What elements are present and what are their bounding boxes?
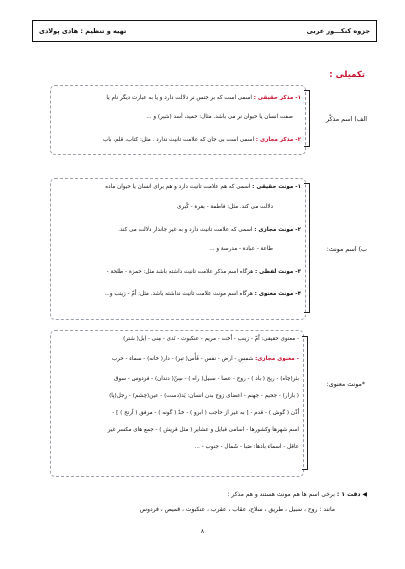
group-a-brace <box>304 90 310 147</box>
group-c-line4: ( بازار) - جحیم - جهنم - اعضای زوج بدن انسان: یَد(دست) - عین(چشم) - رِجل(پا) <box>109 393 299 399</box>
group-b-item2-text: اسمی که علامت تانیث دارد و به غیر جاندار دلالت می کند. <box>118 227 253 233</box>
group-a-item1-text: اسمی است که بر جنس نر دلالت دارد و یا به عبارت دیگر نام یا <box>106 95 252 101</box>
note-text: برخی اسم ها هم مونث هستند و هم مذکر : <box>227 491 335 498</box>
header-author: تهیه و تنظیم : هادی پولادی <box>39 27 127 35</box>
group-b-item1-head: ۱- مونث حقیقی : <box>252 184 301 190</box>
header-title: جزوه کنکـــور عربی <box>306 27 370 35</box>
group-b-item1-cont: دلالت می کند. مثل: فاطمة - بقرة - کُبری <box>177 204 273 210</box>
note-head: دقت ۱ : <box>336 491 361 498</box>
group-b-item4 <box>105 291 302 297</box>
group-b-item1-text: اسمی که هم علامت تانیث دارد و هم برای انسان یا حیوان ماده <box>105 184 251 190</box>
group-b-item3-head: ۳- مونث لفظی : <box>254 269 301 275</box>
group-b-item3 <box>107 269 301 275</box>
group-c-line2-text: شمس - ارض - نفس - فَأْس( تبر) - دار( خانه) - سماء - حرب <box>111 356 254 362</box>
page-header <box>32 20 377 42</box>
group-a-item1 <box>106 95 301 101</box>
group-c-line5: اُذُن ( گوش ) - قدم - [ به غیر از حاجب ( ابرو ) - خدّ ( گونه ) - مرفق ( آرنج ) ] - <box>112 410 299 416</box>
group-b-item2 <box>118 227 301 233</box>
group-a-item1-head: ۱- مذکر حقیقی : <box>253 95 301 101</box>
group-b-item2-cont: طاعة - عبادة - مدرسة و ... <box>209 246 273 252</box>
group-c-line6: اسم شهرها وکشورها - اسامی قبایل و عشایر ( مثل قریش ) - جمع های مکسر غیر <box>107 427 299 433</box>
group-b-item1 <box>105 184 301 190</box>
group-c-line2 <box>112 356 299 362</box>
page-number: ۸ <box>200 528 205 535</box>
group-c-line1: - معنوی حقیقی: اُمّ - زینب - اُخت - مریم - عنکبوت - نَدی - مِنی - اِبل( شتر) <box>123 336 299 342</box>
group-b-label: ب) اسم مونث: <box>326 246 367 253</box>
group-b-item4-text: هرگاه اسم مونث علامت تانیث نداشته باشد. مثل: اُمّ - زینب و... <box>104 291 253 297</box>
group-a-item1-cont: صفت انسان یا حیوان نر می باشد. مثال: حمید، أسد (شیر) و ... <box>146 114 293 120</box>
group-c-brace <box>302 336 308 470</box>
group-c-label: *مونث معنوی: <box>326 381 365 388</box>
group-a-label: الف) اسم مذکّر <box>325 116 367 123</box>
group-a-item2 <box>103 137 301 143</box>
group-a-item2-text: اسمی است بی جان که علامت تانیث ندارد . مثل: کتاب، قلم، باب <box>102 137 255 143</box>
group-c-line7: عاقل - اسماء بادها: صَبا - شَمال - جنوب - ... <box>194 444 299 450</box>
note-line <box>227 491 367 498</box>
group-b-item3-text: هرگاه اسم مذکر علامت تانیث داشته باشد مثل: حمزة - طلحة - <box>106 269 254 275</box>
group-a-item2-head: ۲- مذکر مجازی : <box>255 137 301 143</box>
group-c-box <box>50 330 304 477</box>
group-c-line2-head: - معنوی مجازی: <box>255 356 299 362</box>
group-b-item2-head: ۲- مونث مجازی : <box>254 227 301 233</box>
note-example: مانند : روح ، سبیل ، طریق ، سلاح، عقاب ، عقرب ، عنکبوت ، قمیص ، فردوس <box>139 506 335 513</box>
section-title: تکمیلی : <box>329 70 365 80</box>
note-arrow-icon: ◀ <box>362 491 367 498</box>
group-c-line3: بئر(چاه) - ریح ( باد ) - روح - عصا - سبیل( راه ) - سِنّ( دندان) - فردوس - سوق <box>114 376 299 382</box>
group-b-brace <box>304 183 310 313</box>
group-b-item4-head: ۴- مونث معنوی : <box>254 291 301 297</box>
